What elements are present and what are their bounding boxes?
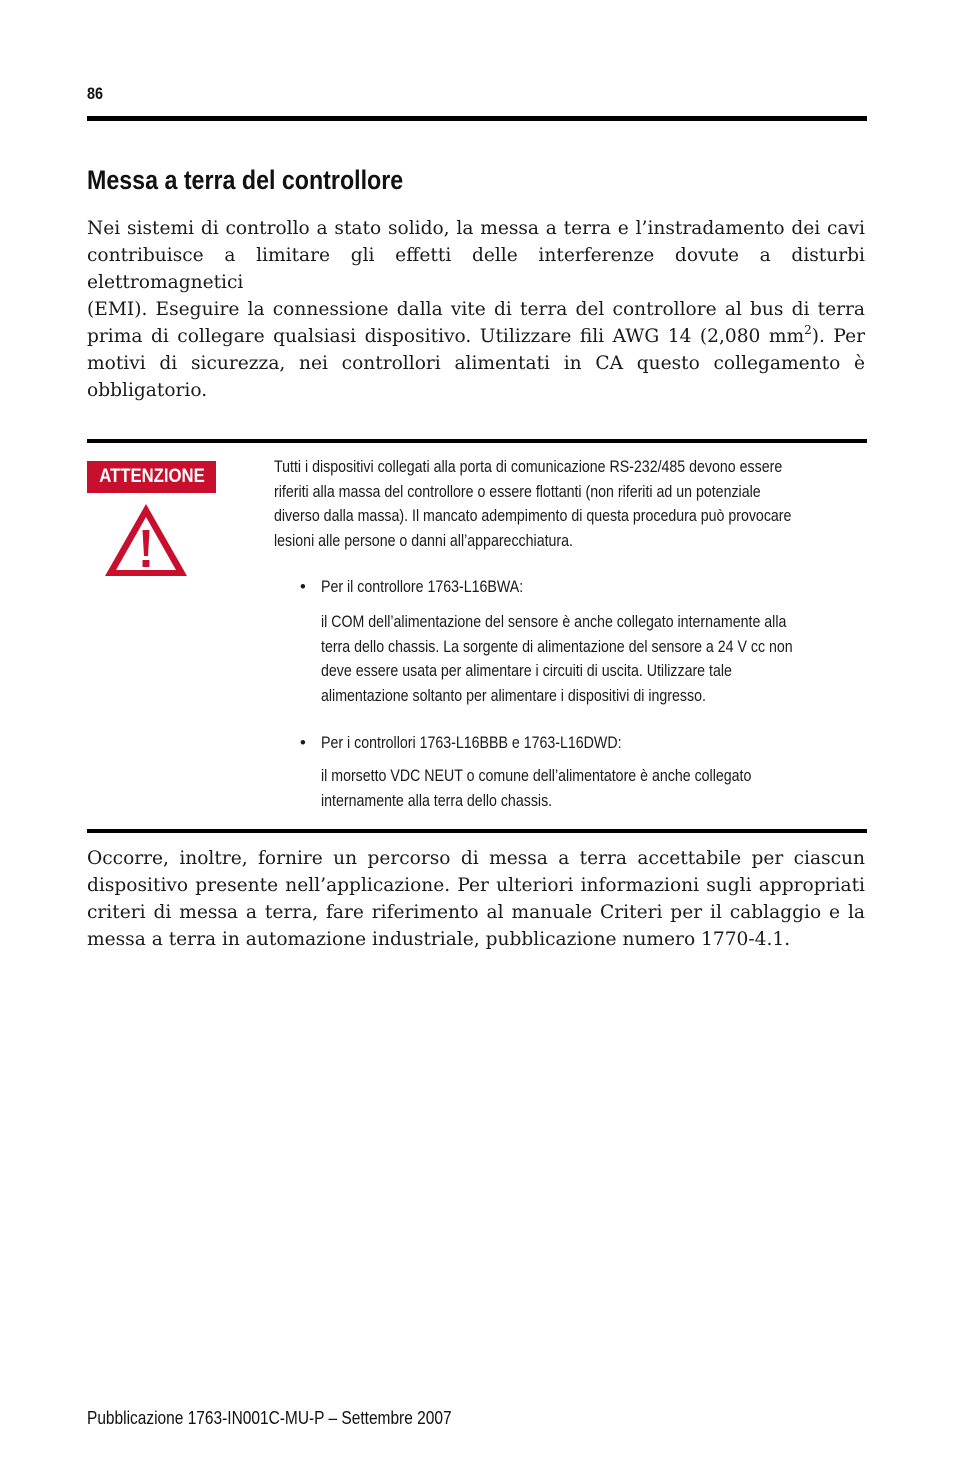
attention-top-rule bbox=[87, 439, 867, 443]
bullet-description bbox=[321, 610, 861, 708]
intro-line bbox=[87, 323, 865, 350]
bullet-desc-line: alimentazione soltanto per alimentare i dispositivi di ingresso. bbox=[321, 686, 706, 705]
intro-line: motivi di sicurezza, nei controllori alimentati in CA questo collegamento è bbox=[87, 353, 865, 374]
bullet-label: Per i controllori 1763-L16BBB e 1763-L16DWD: bbox=[321, 734, 622, 752]
closing-line: criteri di messa a terra, fare riferimento al manuale Criteri per il cablaggio e la bbox=[87, 902, 865, 923]
bullet-desc-line: il COM dell’alimentazione del sensore è anche collegato internamente alla bbox=[321, 613, 787, 631]
bullet-description bbox=[321, 764, 861, 813]
attention-line: riferiti alla massa del controllore o essere flottanti (non riferiti ad un potenziale bbox=[274, 482, 761, 501]
intro-line: contribuisce a limitare gli effetti delle interferenze dovute a disturbi elettromagnetici bbox=[87, 245, 865, 293]
closing-paragraph bbox=[87, 845, 865, 953]
intro-line-text: ). Per bbox=[811, 326, 865, 347]
section-title: Messa a terra del controllore bbox=[87, 165, 404, 195]
header-rule bbox=[87, 116, 867, 121]
attention-line: diverso dalla massa). Il mancato adempimento di questa procedura può provocare bbox=[274, 507, 792, 525]
bullet-desc-line: deve essere usata per alimentare i circuiti di uscita. Utilizzare tale bbox=[321, 662, 732, 680]
attention-badge bbox=[87, 461, 216, 493]
superscript: 2 bbox=[804, 322, 812, 337]
closing-line: Occorre, inoltre, fornire un percorso di messa a terra accettabile per ciascun bbox=[87, 848, 865, 869]
closing-line: messa a terra in automazione industriale, pubblicazione numero 1770-4.1. bbox=[87, 929, 791, 950]
attention-bottom-rule bbox=[87, 829, 867, 833]
attention-line: lesioni alle persone o danni all’apparecchiatura. bbox=[274, 531, 573, 550]
intro-line: (EMI). Eseguire la connessione dalla vite di terra del controllore al bus di terra bbox=[87, 299, 865, 320]
bullet-desc-line: internamente alla terra dello chassis. bbox=[321, 791, 553, 810]
warning-triangle-icon bbox=[102, 501, 190, 579]
bullet-marker: • bbox=[300, 734, 306, 752]
page-number: 86 bbox=[87, 84, 104, 103]
intro-paragraph bbox=[87, 215, 865, 404]
publication-footer: Pubblicazione 1763-IN001C-MU-P – Settembre 2007 bbox=[87, 1408, 452, 1428]
bullet-desc-line: il morsetto VDC NEUT o comune dell’alimentatore è anche collegato bbox=[321, 767, 752, 785]
intro-line: obbligatorio. bbox=[87, 380, 208, 401]
attention-badge-label: ATTENZIONE bbox=[98, 466, 205, 487]
bullet-desc-line: terra dello chassis. La sorgente di alimentazione del sensore a 24 V cc non bbox=[321, 637, 793, 656]
intro-line: Nei sistemi di controllo a stato solido, la messa a terra e l’instradamento dei cavi bbox=[87, 218, 865, 239]
bullet-marker: • bbox=[300, 578, 306, 596]
closing-line: dispositivo presente nell’applicazione. Per ulteriori informazioni sugli appropriati bbox=[87, 875, 865, 896]
bullet-label: Per il controllore 1763-L16BWA: bbox=[321, 578, 524, 596]
intro-line-text: prima di collegare qualsiasi dispositivo. Utilizzare fili AWG 14 (2,080 mm bbox=[87, 326, 805, 347]
attention-line: Tutti i dispositivi collegati alla porta di comunicazione RS-232/485 devono essere bbox=[274, 458, 783, 476]
attention-text bbox=[274, 455, 854, 553]
